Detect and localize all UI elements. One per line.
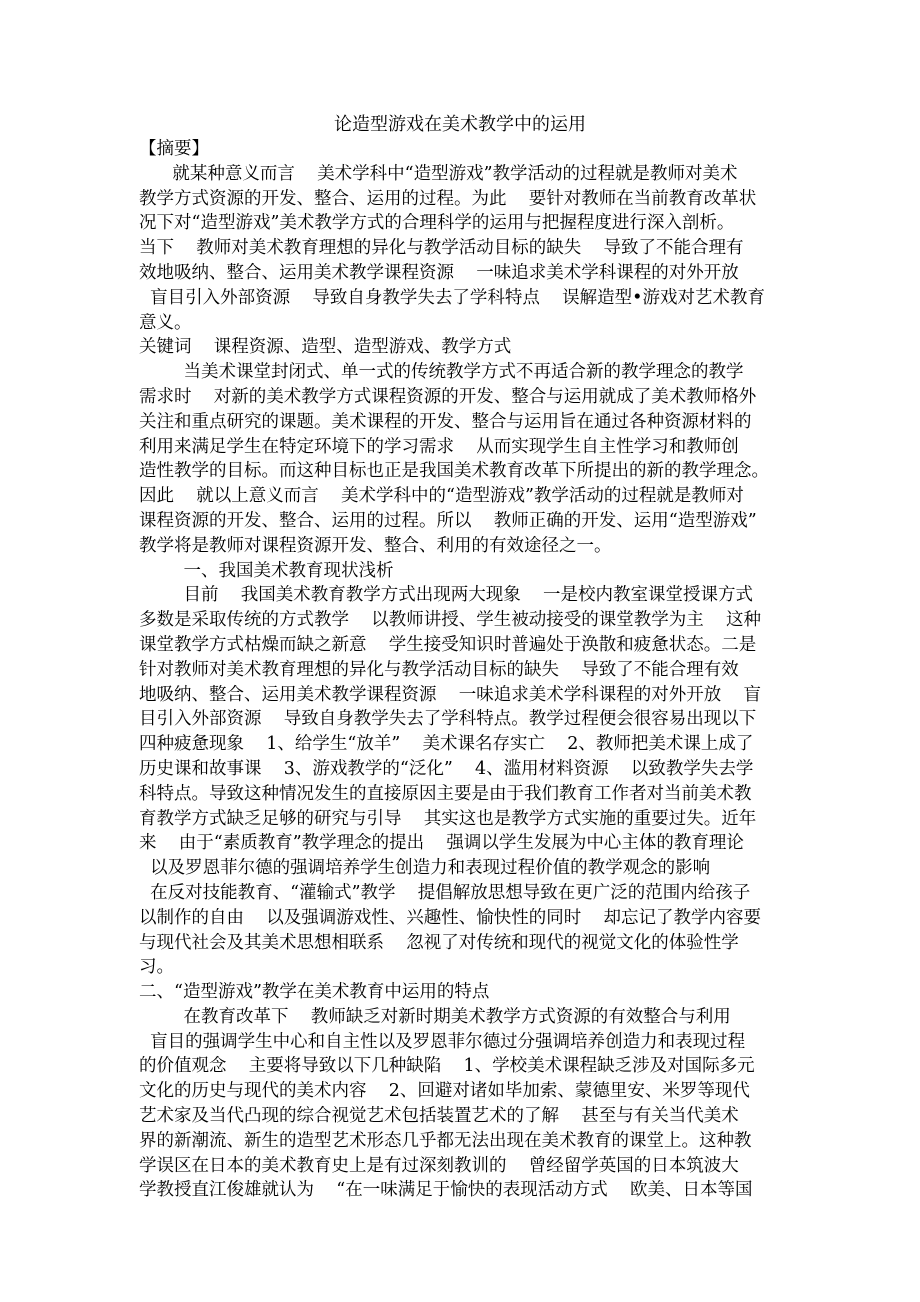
text-line: 育教学方式缺乏足够的研究与引导 其实这也是教学方式实施的重要过失。近年 — [139, 808, 757, 829]
text-line: 历史课和故事课 3、游戏教学的“泛化” 4、滥用材料资源 以致教学失去学 — [139, 758, 754, 779]
text-line: 来 由于“素质教育”教学理念的提出 强调以学生发展为中心主体的教育理论 — [139, 833, 744, 854]
text-line: 二、“造型游戏”教学在美术教育中运用的特点 — [139, 982, 490, 1003]
text-line: 针对教师对美术教育理想的异化与教学活动目标的缺失 导致了不能合理有效 — [139, 659, 739, 680]
text-line: 以及罗恩菲尔德的强调培养学生创造力和表现过程价值的教学观念的影响 — [139, 858, 711, 879]
text-line: 教学将是教师对课程资源开发、整合、利用的有效途径之一。 — [139, 535, 612, 556]
text-line: 科特点。导致这种情况发生的直接原因主要是由于我们教育工作者对当前美术教 — [139, 783, 752, 804]
text-line: 艺术家及当代凸现的综合视觉艺术包括装置艺术的了解 甚至与有关当代美术 — [139, 1106, 739, 1127]
text-line: 的价值观念 主要将导致以下几种缺陷 1、学校美术课程缺乏涉及对国际多元 — [139, 1056, 755, 1077]
text-line: 课程资源的开发、整合、运用的过程。所以 教师正确的开发、运用“造型游戏” — [139, 510, 757, 531]
text-line: 一、我国美术教育现状浅析 — [139, 560, 394, 581]
text-line: 学误区在日本的美术教育史上是有过深刻教训的 曾经留学英国的日本筑波大 — [139, 1155, 739, 1176]
text-line: 与现代社会及其美术思想相联系 忽视了对传统和现代的视觉文化的体验性学 — [139, 932, 739, 953]
text-line: 教学方式资源的开发、整合、运用的过程。为此 要针对教师在当前教育改革状 — [139, 188, 757, 209]
text-line: 当下 教师对美术教育理想的异化与教学活动目标的缺失 导致了不能合理有 — [139, 238, 744, 259]
text-line: 就某种意义而言 美术学科中“造型游戏”教学活动的过程就是教师对美术 — [139, 163, 738, 184]
text-line: 在教育改革下 教师缺乏对新时期美术教学方式资源的有效整合与利用 — [139, 1006, 731, 1027]
page-title: 论造型游戏在美术教学中的运用 — [334, 114, 586, 135]
document-body — [139, 137, 789, 1203]
text-line: 地吸纳、整合、运用美术教学课程资源 一味追求美术学科课程的对外开放 盲 — [139, 684, 761, 705]
text-line: 界的新潮流、新生的造型艺术形态几乎都无法出现在美术教育的课堂上。这种教 — [139, 1130, 752, 1151]
text-line: 目前 我国美术教育教学方式出现两大现象 一是校内教室课堂授课方式 — [139, 585, 754, 606]
text-line: 造性教学的目标。而这种目标也正是我国美术教育改革下所提出的新的教学理念。 — [139, 461, 769, 482]
text-line: 因此 就以上意义而言 美术学科中的“造型游戏”教学活动的过程就是教师对 — [139, 486, 744, 507]
text-line: 以制作的自由 以及强调游戏性、兴趣性、愉快性的同时 却忘记了教学内容要 — [139, 907, 761, 928]
text-line: 课堂教学方式枯燥而缺之新意 学生接受知识时普遍处于涣散和疲惫状态。二是 — [139, 634, 757, 655]
text-line: 习。 — [139, 957, 174, 978]
text-line: 【摘要】 — [139, 139, 209, 159]
text-line: 盲目的强调学生中心和自主性以及罗恩菲尔德过分强调培养创造力和表现过程 — [139, 1031, 746, 1052]
text-line: 目引入外部资源 导致自身教学失去了学科特点。教学过程便会很容易出现以下 — [139, 709, 757, 730]
text-line: 多数是采取传统的方式教学 以教师讲授、学生被动接受的课堂教学为主 这种 — [139, 610, 761, 631]
text-line: 在反对技能教育、“灌输式”教学 提倡解放思想导致在更广泛的范围内给孩子 — [139, 882, 751, 903]
text-line: 效地吸纳、整合、运用美术教学课程资源 一味追求美术学科课程的对外开放 — [139, 262, 739, 283]
text-line: 需求时 对新的美术教学方式课程资源的开发、整合与运用就成了美术教师格外 — [139, 386, 757, 407]
text-line: 盲目引入外部资源 导致自身教学失去了学科特点 误解造型•游戏对艺术教育 — [139, 287, 765, 308]
text-line: 四种疲惫现象 1、给学生“放羊” 美术课名存实亡 2、教师把美术课上成了 — [139, 734, 754, 755]
text-line: 关注和重点研究的课题。美术课程的开发、整合与运用旨在通过各种资源材料的 — [139, 411, 752, 432]
text-line: 利用来满足学生在特定环境下的学习需求 从而实现学生自主性学习和教师创 — [139, 436, 739, 457]
text-line: 意义。 — [139, 312, 192, 333]
text-line: 关键词 课程资源、造型、造型游戏、教学方式 — [139, 337, 512, 358]
text-line: 况下对“造型游戏”美术教学方式的合理科学的运用与把握程度进行深入剖析。 — [139, 213, 735, 234]
text-line: 文化的历史与现代的美术内容 2、回避对诸如毕加索、蒙德里安、米罗等现代 — [139, 1081, 750, 1102]
text-line: 当美术课堂封闭式、单一式的传统教学方式不再适合新的教学理念的教学 — [139, 362, 744, 383]
text-line: 学教授直江俊雄就认为 “在一味满足于愉快的表现活动方式 欧美、日本等国 — [139, 1180, 753, 1201]
